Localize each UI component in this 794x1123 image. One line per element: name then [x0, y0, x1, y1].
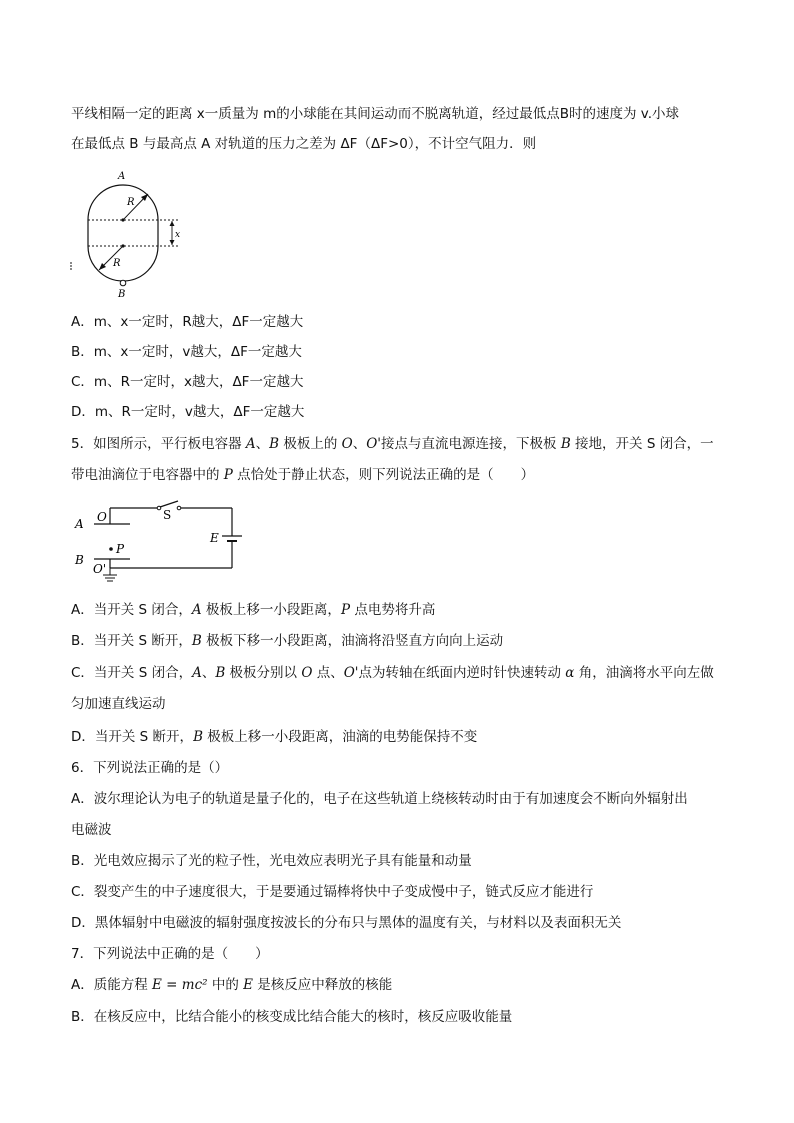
q6-stem: 6．下列说法正确的是（）	[71, 760, 229, 776]
q5-fig-label-b: B	[75, 553, 84, 567]
q5-stem-line2: 带电油滴位于电容器中的 P 点恰处于静止状态，则下列说法正确的是（ ）	[71, 467, 535, 483]
q5-stem-line1: 5．如图所示，平行板电容器 A、B 极板上的 O、O'接点与直流电源连接，下极板 B 接地，开关 S 闭合，一	[71, 436, 714, 452]
q4-stem-line1: 平线相隔一定的距离 x一质量为 m的小球能在其间运动而不脱离轨道，经过最低点B时的速度为 v.小球	[71, 106, 680, 122]
q4-option-a: A．m、x一定时，R越大，ΔF一定越大	[71, 314, 304, 330]
q5-fig-label-a: A	[75, 517, 84, 531]
q4-stem-line2: 在最低点 B 与最高点 A 对轨道的压力之差为 ΔF（ΔF>0），不计空气阻力．则	[71, 136, 537, 152]
q5-option-c-line1: C．当开关 S 闭合，A、B 极板分别以 O 点、O'点为转轴在纸面内逆时针快速转动 α 角，油滴将水平向左做	[71, 665, 714, 681]
q4-option-b: B．m、x一定时，v越大，ΔF一定越大	[71, 344, 302, 360]
q7-option-b: B．在核反应中，比结合能小的核变成比结合能大的核时，核反应吸收能量	[71, 1009, 513, 1025]
q4-fig-label-r-bottom: R	[113, 258, 121, 269]
q6-option-c: C．裂变产生的中子速度很大，于是要通过镉棒将快中子变成慢中子，链式反应才能进行	[71, 884, 594, 900]
q5-option-a: A．当开关 S 闭合，A 极板上移一小段距离，P 点电势将升高	[71, 602, 436, 618]
q5-fig-label-o: O	[97, 510, 107, 524]
q5-fig-label-o2: O'	[93, 562, 107, 576]
q4-fig-label-b: B	[118, 289, 126, 300]
q5-fig-label-s: S	[163, 508, 172, 522]
q5-option-b: B．当开关 S 断开，B 极板下移一小段距离，油滴将沿竖直方向向上运动	[71, 633, 504, 649]
q5-option-c-line2: 匀加速直线运动	[71, 696, 166, 712]
q5-fig-label-e: E	[210, 531, 219, 545]
q7-option-a: A．质能方程 E = mc² 中的 E 是核反应中释放的核能	[71, 977, 393, 993]
q6-option-b: B．光电效应揭示了光的粒子性，光电效应表明光子具有能量和动量	[71, 853, 472, 869]
q5-option-d: D．当开关 S 断开，B 极板上移一小段距离，油滴的电势能保持不变	[71, 729, 478, 745]
q4-fig-label-x: x	[175, 230, 181, 240]
q6-option-d: D．黑体辐射中电磁波的辐射强度按波长的分布只与黑体的温度有关，与材料以及表面积无关	[71, 915, 622, 931]
q6-option-a-line2: 电磁波	[71, 822, 112, 838]
q6-option-a-line1: A．波尔理论认为电子的轨道是量子化的，电子在这些轨道上绕核转动时由于有加速度会不断向外辐射出	[71, 791, 688, 807]
q5-fig-label-p: P	[116, 542, 125, 556]
q4-option-d: D．m、R一定时，v越大，ΔF一定越大	[71, 404, 305, 420]
q7-stem: 7．下列说法中正确的是（ ）	[71, 946, 269, 962]
q4-option-c: C．m、R一定时，x越大，ΔF一定越大	[71, 374, 304, 390]
q5-circuit-figure	[70, 497, 250, 582]
q4-fig-label-r-top: R	[127, 197, 135, 208]
q4-fig-label-a: A	[118, 171, 126, 182]
q4-track-figure	[66, 170, 190, 300]
